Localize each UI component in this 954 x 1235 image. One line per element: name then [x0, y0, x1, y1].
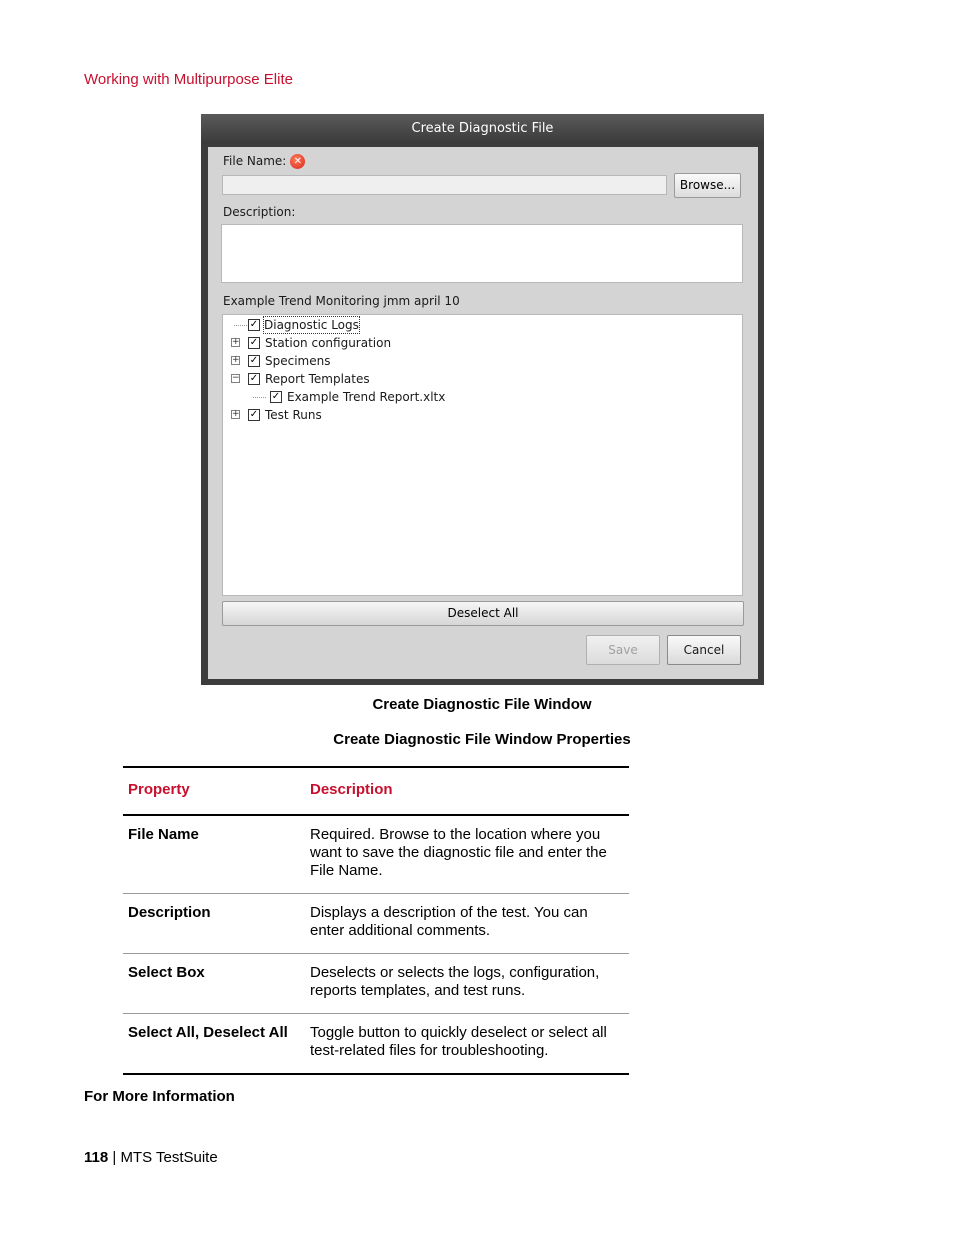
- section-header-link[interactable]: Working with Multipurpose Elite: [84, 71, 293, 88]
- table-row: [123, 894, 629, 954]
- diagnostic-tree: [222, 314, 743, 596]
- tree-item-label: Example Trend Report.xltx: [287, 390, 446, 404]
- description-cell: Required. Browse to the location where you want to save the diagnostic file and enter the File Name.: [305, 815, 629, 894]
- create-diagnostic-file-dialog: [201, 114, 764, 685]
- table-caption: Create Diagnostic File Window Properties: [333, 731, 631, 748]
- page-number: 118: [84, 1149, 109, 1166]
- description-label: Description:: [223, 205, 296, 219]
- page-footer: [84, 1149, 218, 1166]
- property-cell: File Name: [123, 815, 305, 894]
- error-x-icon: ✕: [290, 154, 305, 169]
- tree-item-example-trend-report[interactable]: [253, 389, 553, 405]
- column-header-description: Description: [305, 767, 629, 815]
- browse-button[interactable]: Browse...: [674, 173, 741, 198]
- footer-separator: |: [108, 1149, 121, 1166]
- description-cell: Displays a description of the test. You can enter additional comments.: [305, 894, 629, 954]
- file-name-label-text: File Name:: [223, 154, 287, 168]
- dialog-title: Create Diagnostic File: [201, 114, 764, 144]
- property-cell: Select Box: [123, 954, 305, 1014]
- tree-item-label: Diagnostic Logs: [264, 318, 359, 332]
- checkbox-checked-icon[interactable]: ✓: [249, 373, 259, 384]
- description-input[interactable]: [221, 224, 743, 283]
- checkbox-checked-icon[interactable]: ✓: [249, 319, 259, 330]
- expand-plus-icon[interactable]: +: [232, 409, 240, 419]
- dialog-body: [208, 147, 758, 679]
- file-name-label: [223, 154, 305, 169]
- file-name-input[interactable]: [222, 175, 667, 195]
- properties-table: [123, 766, 629, 1075]
- expand-plus-icon[interactable]: +: [232, 355, 240, 365]
- tree-item-station-configuration[interactable]: [231, 335, 531, 351]
- more-info-heading: For More Information: [84, 1088, 235, 1105]
- tree-item-label: Station configuration: [265, 336, 392, 350]
- tree-item-label: Test Runs: [265, 408, 322, 422]
- checkbox-checked-icon[interactable]: ✓: [271, 391, 281, 402]
- description-cell: Deselects or selects the logs, configuration, reports templates, and test runs.: [305, 954, 629, 1014]
- tree-item-specimens[interactable]: [231, 353, 531, 369]
- property-cell: Select All, Deselect All: [123, 1014, 305, 1075]
- table-row: [123, 954, 629, 1014]
- description-cell: Toggle button to quickly deselect or select all test-related files for troubleshooting.: [305, 1014, 629, 1075]
- tree-item-diagnostic-logs[interactable]: [231, 317, 531, 333]
- table-header-row: [123, 767, 629, 815]
- checkbox-checked-icon[interactable]: ✓: [249, 337, 259, 348]
- checkbox-checked-icon[interactable]: ✓: [249, 355, 259, 366]
- tree-item-report-templates[interactable]: [231, 371, 531, 387]
- deselect-all-button[interactable]: Deselect All: [222, 601, 744, 626]
- footer-product: MTS TestSuite: [120, 1149, 218, 1166]
- cancel-button[interactable]: Cancel: [667, 635, 741, 665]
- table-row: [123, 815, 629, 894]
- column-header-property: Property: [123, 767, 305, 815]
- table-row: [123, 1014, 629, 1075]
- save-button[interactable]: Save: [586, 635, 660, 665]
- tree-connector: [253, 397, 266, 398]
- property-cell: Description: [123, 894, 305, 954]
- tree-item-label: Report Templates: [265, 372, 370, 386]
- tree-header-label: Example Trend Monitoring jmm april 10: [223, 294, 460, 308]
- checkbox-checked-icon[interactable]: ✓: [249, 409, 259, 420]
- collapse-minus-icon[interactable]: −: [232, 373, 240, 383]
- figure-caption: Create Diagnostic File Window: [372, 696, 592, 713]
- tree-connector: [234, 325, 247, 326]
- tree-item-label: Specimens: [265, 354, 331, 368]
- expand-plus-icon[interactable]: +: [232, 337, 240, 347]
- tree-item-test-runs[interactable]: [231, 407, 531, 423]
